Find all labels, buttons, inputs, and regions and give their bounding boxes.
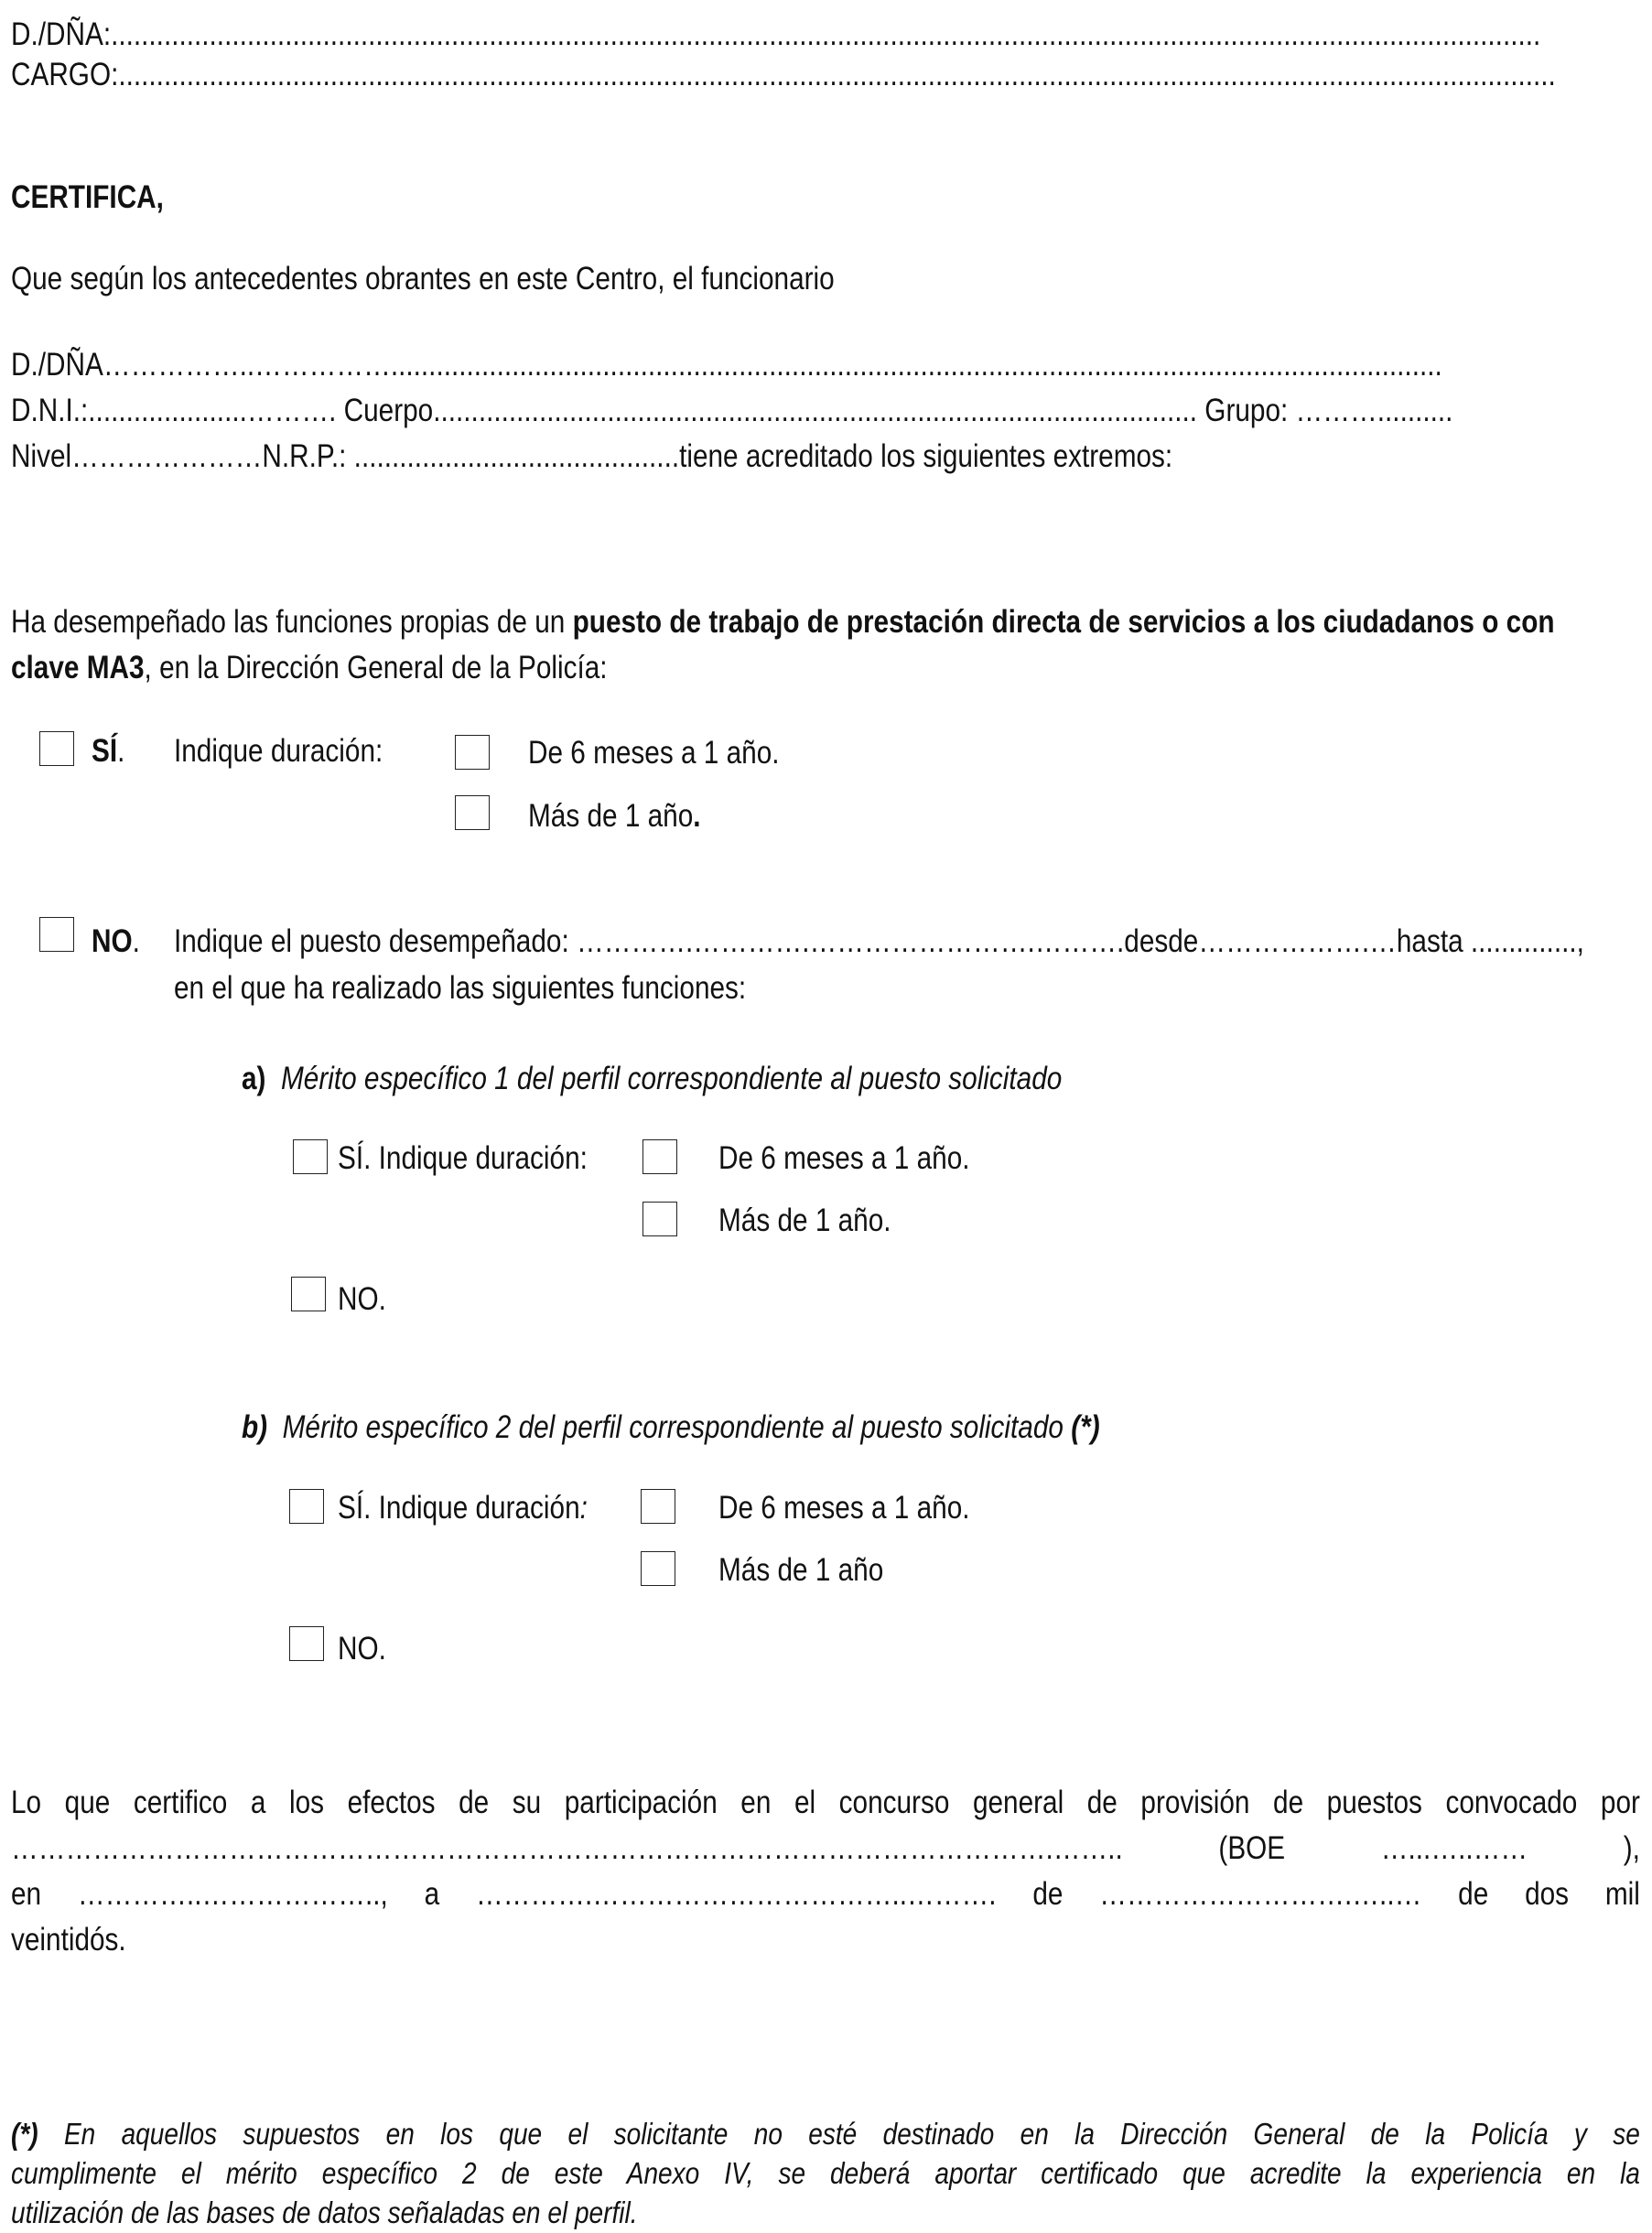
footnote-line3: utilización de las bases de datos señaladas en el perfil. bbox=[11, 2195, 638, 2229]
si-opt2-checkbox[interactable] bbox=[455, 795, 490, 830]
intro-text: Que según los antecedentes obrantes en este Centro, el funcionario bbox=[11, 261, 835, 297]
closing-line3: en …………..……………….., a ………….……………………………..………. de ……………………….…..… de dos mil bbox=[11, 1876, 1640, 1912]
merit-a-opt2-checkbox[interactable] bbox=[642, 1202, 677, 1236]
merit-b-no-label: NO. bbox=[338, 1631, 386, 1667]
merit-b-heading: b) Mérito específico 2 del perfil correspondiente al puesto solicitado (*) bbox=[242, 1409, 1100, 1445]
si-opt2-label: Más de 1 año. bbox=[528, 798, 701, 834]
si-label: SÍ. bbox=[92, 733, 125, 769]
footnote-line2: cumplimente el mérito específico 2 de este Anexo IV, se deberá aportar certificado que acredite la experiencia en la bbox=[11, 2156, 1640, 2190]
question-line2 bbox=[11, 648, 608, 688]
no-label: NO. bbox=[92, 923, 140, 959]
no-line2: en el que ha realizado las siguientes funciones: bbox=[174, 970, 747, 1006]
closing-line1: Lo que certifico a los efectos de su participación en el concurso general de provisión de puestos convocado por bbox=[11, 1785, 1640, 1820]
merit-a-no-label: NO. bbox=[338, 1281, 386, 1317]
footnote-line1: (*) En aquellos supuestos en los que el solicitante no esté destinado en la Dirección General de la Policía y se bbox=[11, 2117, 1640, 2151]
question-suffix: , en la Dirección General de la Policía: bbox=[144, 650, 608, 685]
merit-a-si-label: SÍ. Indique duración: bbox=[338, 1140, 588, 1176]
cargo-line: CARGO:.............................................................................................................................................................................................. bbox=[11, 57, 1556, 92]
question-prefix: Ha desempeñado las funciones propias de un bbox=[11, 604, 573, 640]
merit-a-opt1-checkbox[interactable] bbox=[642, 1139, 677, 1174]
si-checkbox[interactable] bbox=[39, 731, 74, 766]
certifica-heading: CERTIFICA, bbox=[11, 179, 164, 215]
nivel-line: Nivel…………………N.R.P.: ...........................................tiene acreditado los siguientes extremos: bbox=[11, 438, 1173, 474]
si-indique: Indique duración: bbox=[174, 733, 383, 769]
dna-line: D./DÑA:............................................................................................................................................................................................. bbox=[11, 16, 1541, 52]
merit-a-opt2-label: Más de 1 año. bbox=[718, 1203, 891, 1238]
closing-line4: veintidós. bbox=[11, 1922, 126, 1958]
merit-a-si-checkbox[interactable] bbox=[293, 1139, 328, 1174]
official-dna-line: D./DÑA……………..……………........................................................................................................................................... bbox=[11, 347, 1442, 383]
merit-b-opt1-checkbox[interactable] bbox=[641, 1489, 675, 1524]
no-checkbox[interactable] bbox=[39, 917, 74, 952]
merit-b-si-label: SÍ. Indique duración: bbox=[338, 1490, 588, 1526]
closing-line2: …………………………………………………………………………………………………….…….. (BOE …...…..…… ), bbox=[11, 1830, 1640, 1866]
question-bold: puesto de trabajo de prestación directa de servicios a los ciudadanos o con bbox=[572, 604, 1555, 640]
merit-a-opt1-label: De 6 meses a 1 año. bbox=[718, 1140, 970, 1176]
merit-b-no-checkbox[interactable] bbox=[289, 1626, 324, 1661]
merit-b-opt1-label: De 6 meses a 1 año. bbox=[718, 1490, 970, 1526]
merit-b-opt2-label: Más de 1 año bbox=[718, 1552, 884, 1588]
merit-b-si-checkbox[interactable] bbox=[289, 1489, 324, 1524]
si-opt1-checkbox[interactable] bbox=[455, 735, 490, 770]
si-opt1-label: De 6 meses a 1 año. bbox=[528, 735, 780, 771]
merit-b-opt2-checkbox[interactable] bbox=[641, 1551, 675, 1586]
merit-a-heading: a) Mérito específico 1 del perfil correspondiente al puesto solicitado bbox=[242, 1061, 1063, 1096]
question-bold2: clave MA3 bbox=[11, 650, 145, 685]
merit-a-no-checkbox[interactable] bbox=[291, 1277, 326, 1311]
dni-line: D.N.I.:.....................………. Cuerpo..................................................................................................... Grupo: ……….......... bbox=[11, 393, 1453, 428]
question-line1 bbox=[11, 602, 1555, 642]
no-line1: Indique el puesto desempeñado: ………….………….…………………….……….desde……………….…hasta .............., bbox=[174, 923, 1584, 959]
